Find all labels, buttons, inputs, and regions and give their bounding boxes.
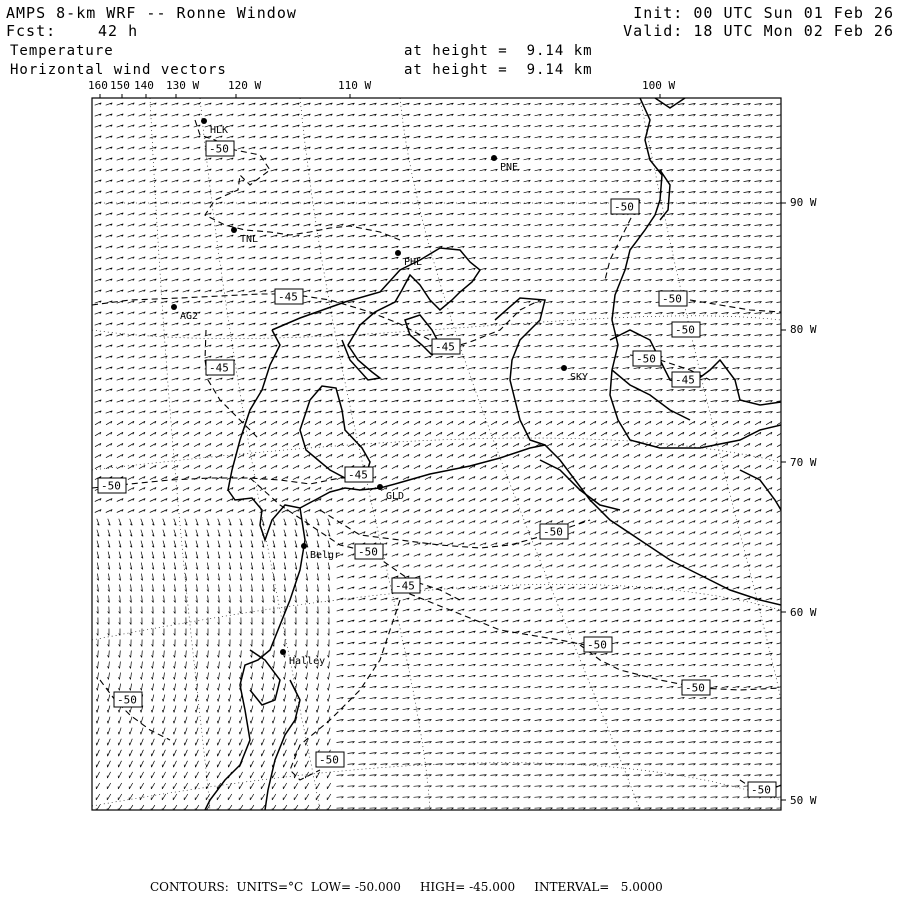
contour-label-text: -50 [209, 142, 229, 156]
forecast-hours: 42 h [98, 22, 139, 40]
forecast-label: Fcst: [6, 22, 57, 40]
station-label-phl: PHL [404, 257, 423, 268]
lon-label-110w: 110 W [338, 79, 372, 92]
init-time: Init: 00 UTC Sun 01 Feb 26 [633, 4, 894, 22]
lat-label-70w: 70 W [790, 456, 817, 469]
contour-label-text: -45 [348, 468, 368, 482]
lat-label-90w: 90 W [790, 196, 817, 209]
station-dot-ag2 [171, 304, 177, 310]
station-label-halley: Halley [289, 656, 326, 667]
station-label-belgr: Belgr [310, 550, 341, 561]
contour-label-text: -50 [358, 545, 378, 559]
coastline [205, 98, 781, 810]
contour-label-text: -50 [675, 323, 695, 337]
contour-label-text: -45 [675, 373, 695, 387]
contour-label-text: -50 [587, 638, 607, 652]
lat-label-50w: 50 W [790, 794, 817, 807]
station-dot-belgr [301, 543, 307, 549]
height-wind: at height = 9.14 km [404, 62, 593, 78]
station-label-gld: GLD [386, 491, 405, 502]
station-label-pne: PNE [500, 162, 519, 173]
station-dot-halley [280, 649, 286, 655]
lon-label-100w: 100 W [642, 79, 676, 92]
field-wind-vectors: Horizontal wind vectors [10, 62, 227, 78]
contour-label-text: -50 [636, 352, 656, 366]
station-dot-hlk [201, 118, 207, 124]
valid-time: Valid: 18 UTC Mon 02 Feb 26 [623, 22, 894, 40]
wind-vector-field [95, 103, 784, 811]
contour-label-text: -50 [751, 783, 771, 797]
station-dot-gld [377, 484, 383, 490]
contour-label-text: -50 [543, 525, 563, 539]
station-label-hlk: HLK [210, 125, 229, 136]
contour-label-text: -50 [101, 479, 121, 493]
map-title: AMPS 8-km WRF -- Ronne Window [6, 4, 297, 22]
contour-label-text: -45 [209, 361, 229, 375]
contour-label-text: -50 [685, 681, 705, 695]
station-dot-sky [561, 365, 567, 371]
lat-label-80w: 80 W [790, 323, 817, 336]
station-label-tnl: TNL [240, 234, 259, 245]
lon-label-130w: 130 W [166, 79, 200, 92]
contour-label-text: -45 [278, 290, 298, 304]
contour-label-text: -45 [395, 579, 415, 593]
lon-label-160: 160 [88, 79, 108, 92]
contour-label-text: -45 [435, 340, 455, 354]
map-frame [92, 98, 781, 810]
lat-label-60w: 60 W [790, 606, 817, 619]
wind-arrows [95, 103, 784, 811]
right-axis-ticks [781, 203, 786, 800]
graticule [92, 98, 781, 810]
contour-label-text: -50 [662, 292, 682, 306]
station-markers [171, 118, 588, 667]
lon-label-140: 140 [134, 79, 154, 92]
height-temperature: at height = 9.14 km [404, 43, 593, 59]
contour-info-footer: CONTOURS: UNITS=°C LOW= -50.000 HIGH= -45.000 INTERVAL= 5.0000 [150, 880, 663, 894]
station-label-ag2: AG2 [180, 311, 199, 322]
station-dot-pne [491, 155, 497, 161]
station-label-sky: SKY [570, 372, 589, 383]
contour-label-text: -50 [614, 200, 634, 214]
lon-label-120w: 120 W [228, 79, 262, 92]
contour-label-text: -50 [319, 753, 339, 767]
station-dot-phl [395, 250, 401, 256]
station-dot-tnl [231, 227, 237, 233]
temperature-contours [92, 120, 781, 790]
contour-label-text: -50 [117, 693, 137, 707]
field-temperature: Temperature [10, 43, 114, 59]
lon-label-150: 150 [110, 79, 130, 92]
